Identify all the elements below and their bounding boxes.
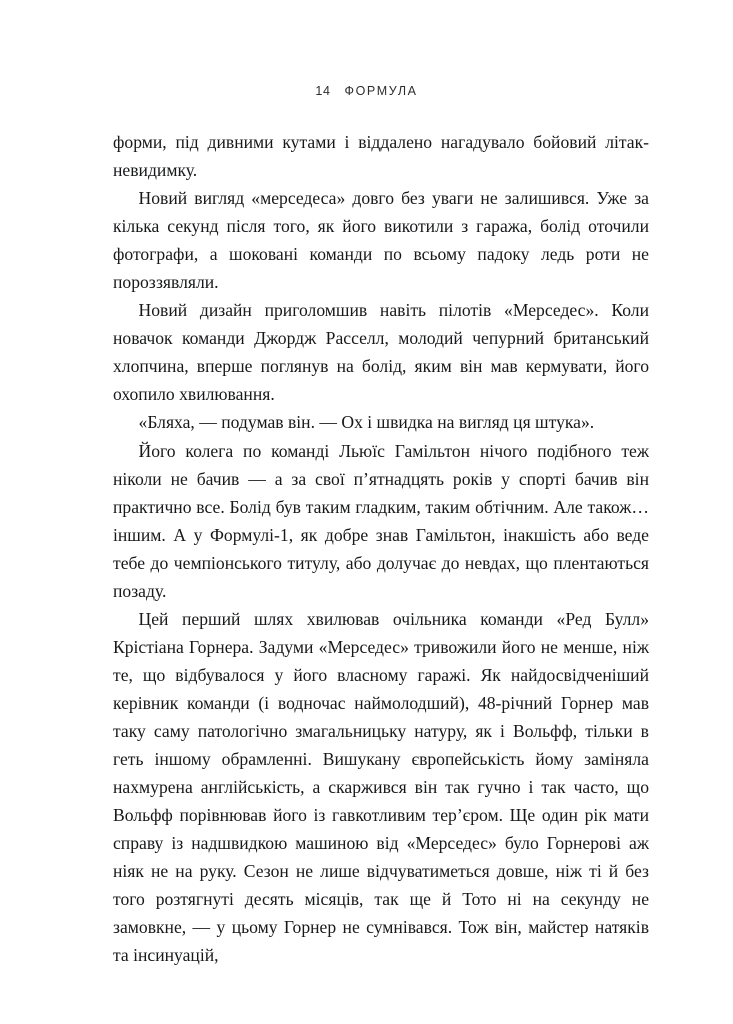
chapter-title: ФОРМУЛА — [344, 84, 418, 98]
paragraph: Його колега по команді Льюїс Гамільтон нічого подібного теж ніколи не бачив — а за свої п’ятнадцять років у спорті бачив він практично все. Болід був таким гладким, таким обтічним. Але також… іншим. А у Формулі-1, як добре знав Гамільтон, інакшість або веде тебе до чемпіонського титулу, або долучає до невдах, що плентаються позаду. — [113, 440, 649, 601]
paragraph: «Бляха, — подумав він. — Ох і швидка на вигляд ця штука». — [138, 412, 595, 433]
paragraph: форми, під дивними кутами і віддалено нагадувало бойовий літак-невидимку. — [113, 132, 649, 181]
body-text-block — [113, 128, 649, 969]
paragraph: Новий вигляд «мерседеса» довго без уваги не залишився. Уже за кілька секунд після того, як його викотили з гаража, болід оточили фотографи, а шоковані команди по всьому падоку ледь роти не пороззявляли. — [113, 188, 649, 293]
paragraph: Цей перший шлях хвилював очільника команди «Ред Булл» Крістіана Горнера. Задуми «Мерседес» тривожили його не менше, ніж те, що відбувалося у його власному гаражі. Як найдосвідченіший керівник команди (і водночас наймолодший), 48-річний Горнер мав таку саму патологічно змагальницьку натуру, як і Вольфф, тільки в геть іншому обрамленні. Вишукану європейськість йому заміняла нахмурена англійськість, а скаржився він так гучно і так часто, що Вольфф порівнював його із гавкотливим тер’єром. Ще один рік мати справу із надшвидкою машиною від «Мерседес» було Горнерові аж ніяк не на руку. Сезон не лише відчуватиметься довше, ніж ті й без того розтягнуті десять місяців, так ще й Тото ні на секунду не замовкне, — у цьому Горнер не сумнівався. Тож він, майстер натяків та інсинуацій, — [113, 608, 649, 966]
page-number: 14 — [315, 84, 331, 98]
paragraph: Новий дизайн приголомшив навіть пілотів «Мерседес». Коли новачок команди Джордж Расселл, молодий чепурний британський хлопчина, вперше поглянув на болід, яким він мав кермувати, його охопило хвилювання. — [113, 300, 649, 405]
running-head — [0, 84, 733, 98]
